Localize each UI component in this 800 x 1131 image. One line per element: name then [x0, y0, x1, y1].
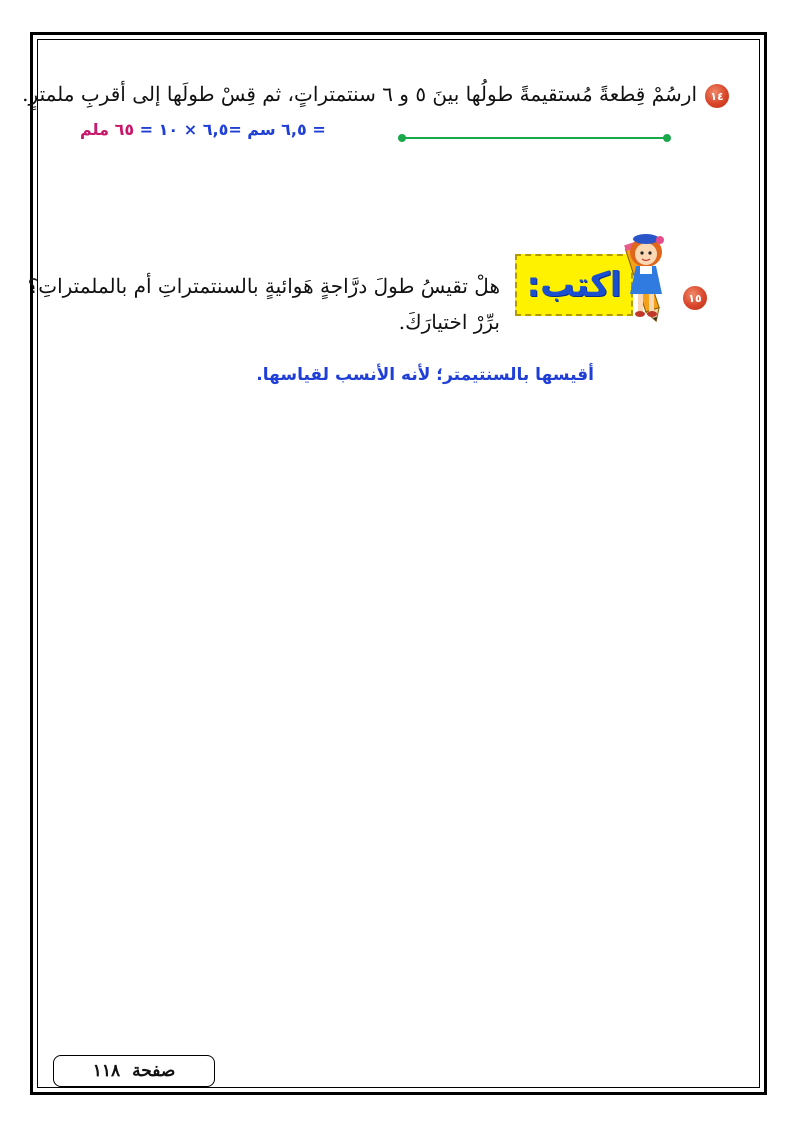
girl-with-pencil-icon	[616, 230, 678, 326]
question-15-text	[20, 268, 500, 340]
question-14-answer-equation: = ٦,٥ سم =٦,٥ × ١٠ =	[134, 120, 326, 139]
drawn-line-segment	[396, 130, 673, 146]
question-15-answer: أقيسها بالسنتيمتر؛ لأنه الأنسب لقياسها.	[256, 365, 594, 385]
page-word: صفحة	[132, 1061, 176, 1081]
question-14-number-badge	[705, 84, 729, 108]
question-15-number: ١٥	[688, 291, 702, 305]
segment-endpoint-right	[663, 134, 671, 142]
question-14-answer-result: ٦٥ ملم	[80, 120, 135, 139]
question-14-text: ارسُمْ قِطعةً مُستقيمةً طولُها بينَ ٥ و ٦ سنتمتراتٍ، ثم قِسْ طولَها إلى أقربِ ملمترٍ.	[22, 82, 697, 106]
question-14-number: ١٤	[710, 89, 724, 103]
question-15-text-line-2: برِّرْ اختيارَكَ.	[398, 310, 500, 334]
page-number-box	[53, 1055, 215, 1087]
segment-endpoint-left	[398, 134, 406, 142]
question-14-answer	[80, 120, 380, 139]
page-number: ١١٨	[92, 1061, 121, 1081]
question-15-text-line-1: هلْ تقيسُ طولَ درَّاجةٍ هَوائيةٍ بالسنتمتراتِ أم بالملمتراتِ؟	[27, 274, 500, 298]
question-15-number-badge	[683, 286, 707, 310]
write-prompt-label: اكتب:	[526, 265, 622, 305]
page-inner-border	[22, 39, 760, 1088]
